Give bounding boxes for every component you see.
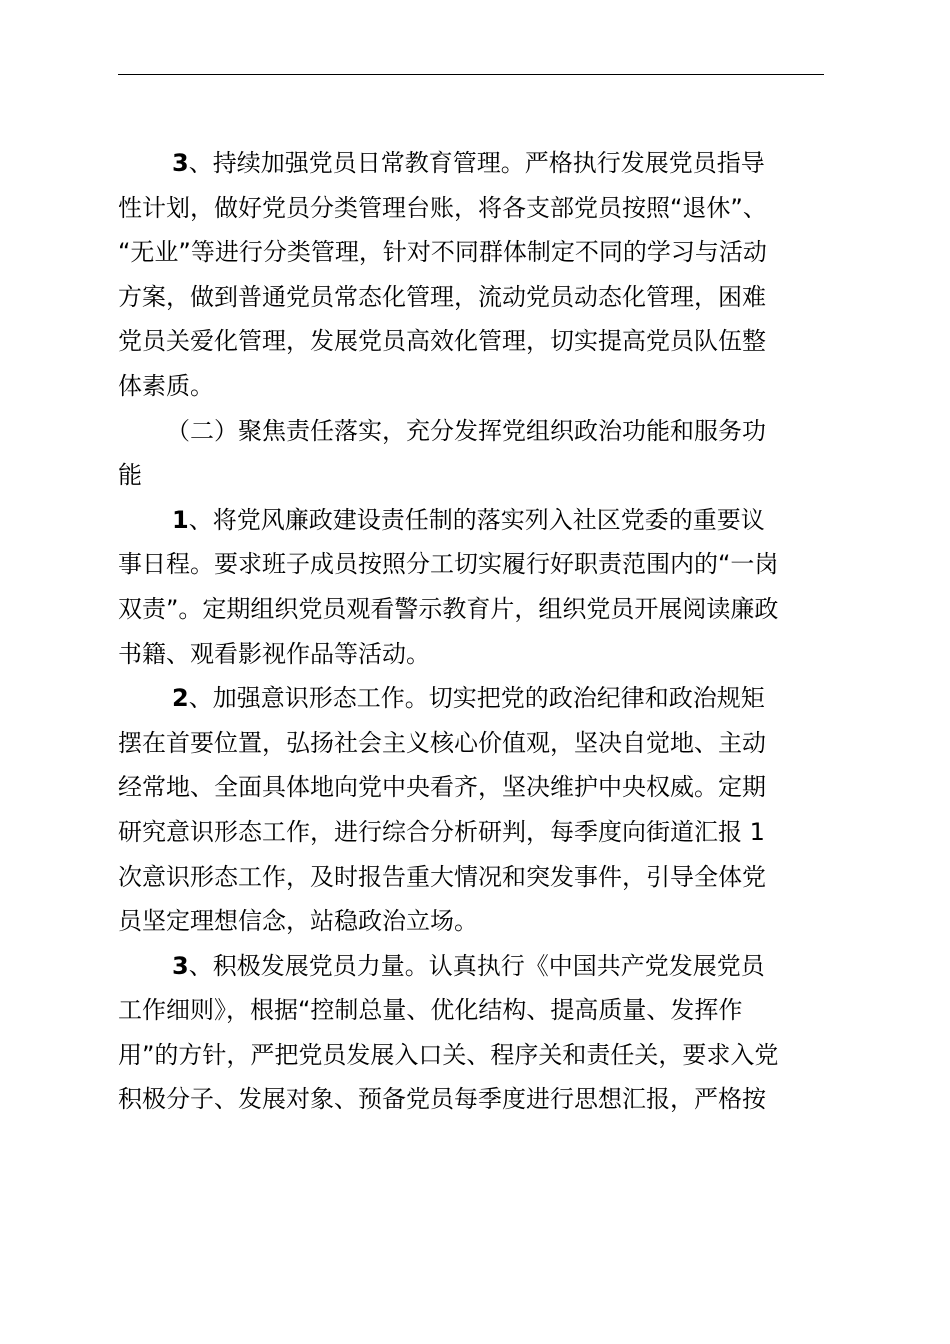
paragraph-line: 摆在首要位置，弘扬社会主义核心价值观，坚决自觉地、主动 (118, 728, 766, 757)
paragraph-line: 员坚定理想信念，站稳政治立场。 (118, 907, 478, 936)
paragraph-first-line (118, 141, 824, 186)
paragraph-text: 、将党风廉政建设责任制的落实列入社区党委的重要议 (188, 505, 765, 534)
paragraph-first-line (118, 944, 824, 989)
paragraph-text: 、加强意识形态工作。切实把党的政治纪律和政治规矩 (188, 684, 765, 713)
section-heading-continued: 能 (118, 461, 142, 490)
paragraph-line: 事日程。要求班子成员按照分工切实履行好职责范围内的“一岗 (118, 550, 779, 579)
paragraph-first-line (118, 676, 824, 721)
header-rule (118, 74, 824, 75)
paragraph-text: 、积极发展党员力量。认真执行《中国共产党发展党员 (188, 951, 765, 980)
item-number: 3 (172, 149, 189, 177)
document-body (118, 141, 824, 1122)
item-number: 1 (172, 505, 189, 534)
paragraph-line: 研究意识形态工作，进行综合分析研判，每季度向街道汇报 1 (118, 817, 765, 846)
item-number: 2 (172, 684, 189, 713)
paragraph-line: “无业”等进行分类管理，针对不同群体制定不同的学习与活动 (118, 238, 767, 267)
paragraph-line: 性计划，做好党员分类管理台账，将各支部党员按照“退休”、 (118, 193, 767, 222)
paragraph-line: 方案，做到普通党员常态化管理，流动党员动态化管理，困难 (118, 282, 766, 311)
paragraph-line: 党员关爱化管理，发展党员高效化管理，切实提高党员队伍整 (118, 327, 766, 356)
paragraph-line: 工作细则》，根据“控制总量、优化结构、提高质量、发挥作 (118, 996, 743, 1025)
paragraph-line: 双责”。定期组织党员观看警示教育片，组织党员开展阅读廉政 (118, 594, 779, 623)
item-number: 3 (172, 951, 189, 980)
paragraph-line: 用”的方针，严把党员发展入口关、程序关和责任关，要求入党 (118, 1040, 779, 1069)
paragraph-line: 书籍、观看影视作品等活动。 (118, 639, 430, 668)
paragraph-line: 体素质。 (118, 371, 214, 400)
paragraph-line: 积极分子、发展对象、预备党员每季度进行思想汇报，严格按 (118, 1085, 766, 1114)
paragraph-line: 次意识形态工作，及时报告重大情况和突发事件，引导全体党 (118, 862, 766, 891)
paragraph-text: 、持续加强党员日常教育管理。严格执行发展党员指导 (188, 149, 765, 177)
paragraph-first-line (118, 498, 824, 543)
section-heading: （二）聚焦责任落实，充分发挥党组织政治功能和服务功 (166, 416, 766, 445)
paragraph-line: 经常地、全面具体地向党中央看齐，坚决维护中央权威。定期 (118, 773, 766, 802)
